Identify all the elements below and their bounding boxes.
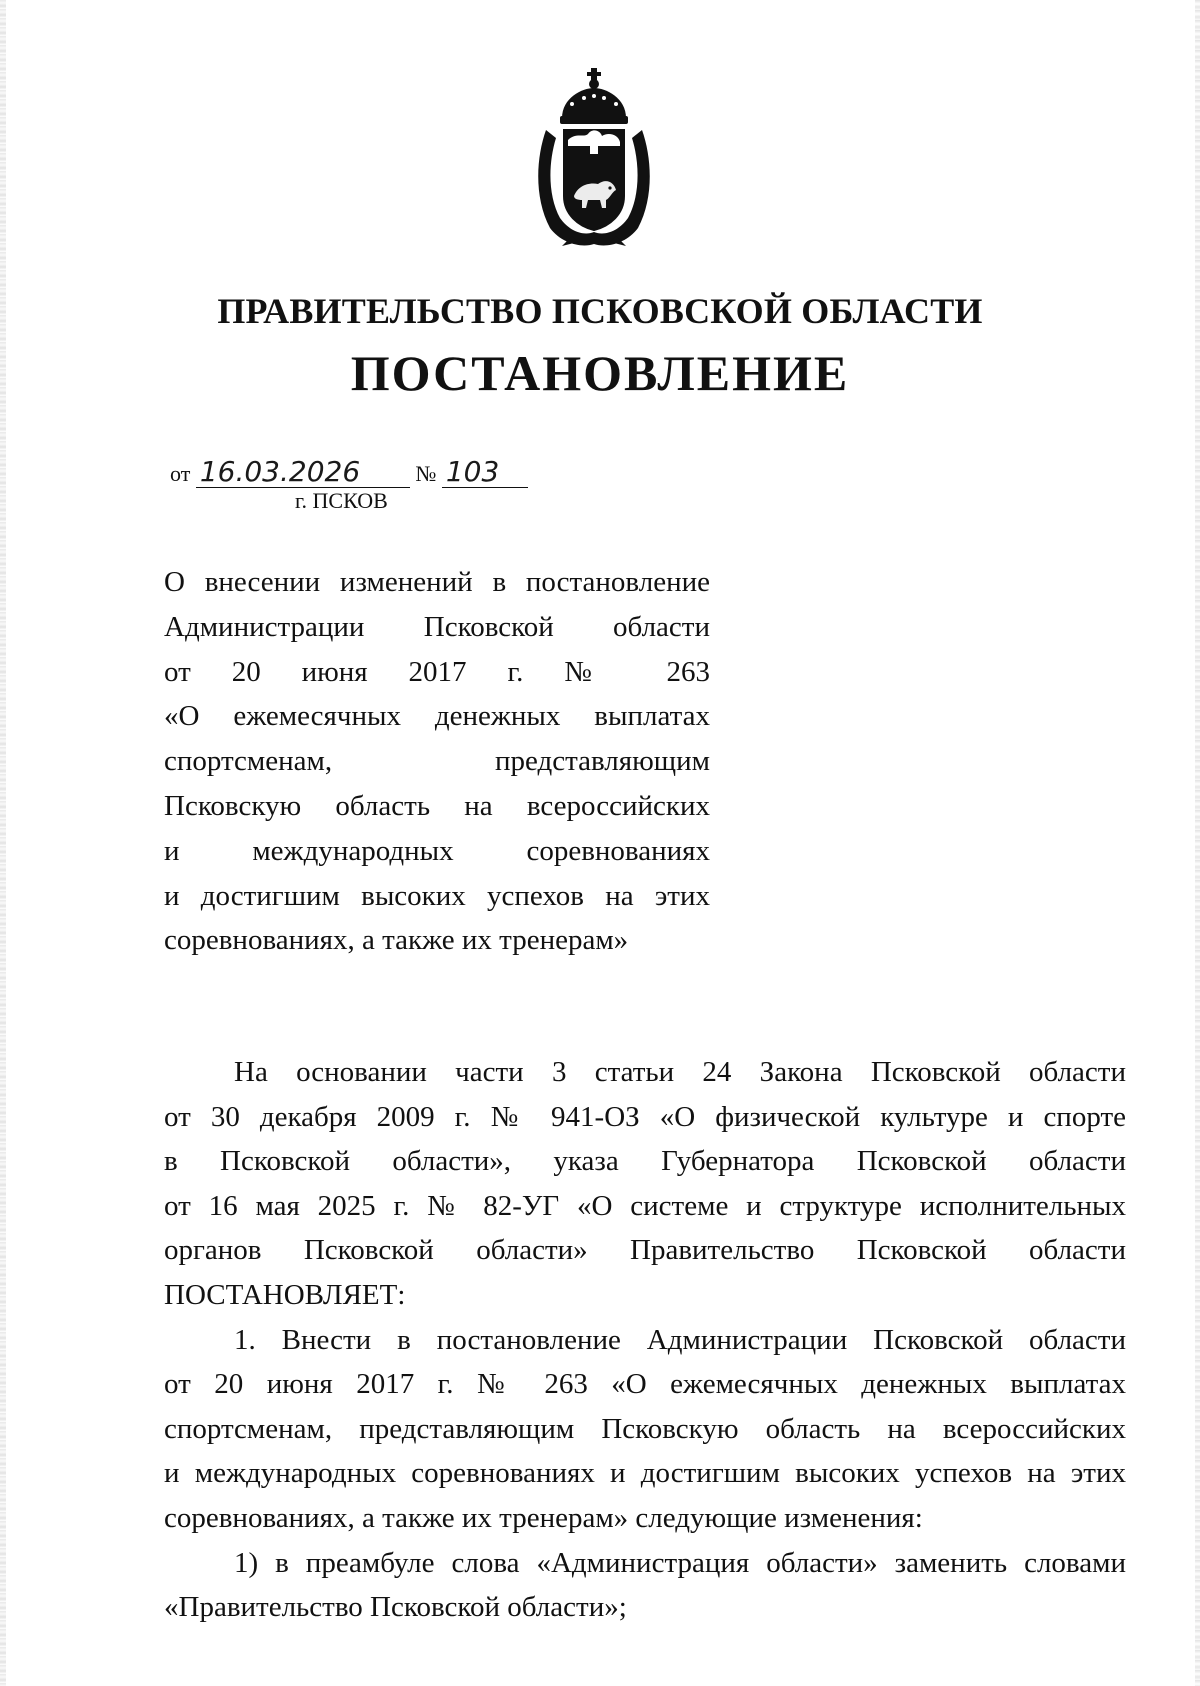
- subject-line: соревнованиях, а также их тренерам»: [164, 924, 629, 957]
- organization-title: ПРАВИТЕЛЬСТВО ПСКОВСКОЙ ОБЛАСТИ: [217, 291, 983, 331]
- document-type-title: ПОСТАНОВЛЕНИЕ: [350, 345, 850, 401]
- subject-line: и международных соревнованиях: [164, 834, 710, 867]
- subject-line: и достигшим высоких успехов на этих: [164, 879, 710, 912]
- subject-line: спортсменам, представляющим: [164, 745, 710, 778]
- body-line: На основании части 3 статьи 24 Закона Псковской области: [234, 1056, 1126, 1088]
- handwritten-number: 103: [442, 458, 528, 488]
- body-line: 1) в преамбуле слова «Администрация области» заменить словами: [234, 1546, 1126, 1579]
- date-prefix: от: [170, 461, 191, 486]
- body-line: от 20 июня 2017 г. № 263 «О ежемесячных денежных выплатах: [164, 1368, 1126, 1401]
- coat-of-arms-emblem: [532, 68, 656, 248]
- handwritten-date: 16.03.2026: [196, 458, 410, 488]
- document-body: [164, 1050, 1126, 1630]
- body-line: соревнованиях, а также их тренерам» следующие изменения:: [164, 1501, 923, 1534]
- scan-edge-left: [0, 0, 6, 1686]
- body-line: органов Псковской области» Правительство Псковской области: [164, 1234, 1126, 1267]
- subject-line: Администрации Псковской области: [164, 610, 710, 643]
- subject-line: Псковскую область на всероссийских: [164, 789, 710, 822]
- body-line: «Правительство Псковской области»;: [164, 1591, 627, 1624]
- subject-line: О внесении изменений в постановление: [164, 566, 710, 598]
- body-line: в Псковской области», указа Губернатора Псковской области: [164, 1145, 1126, 1178]
- body-line: от 30 декабря 2009 г. № 941-ОЗ «О физической культуре и спорте: [164, 1100, 1126, 1133]
- number-prefix: №: [415, 461, 437, 486]
- city-label: г. ПСКОВ: [295, 488, 388, 513]
- subject-line: «О ежемесячных денежных выплатах: [164, 700, 710, 733]
- subject-line: от 20 июня 2017 г. № 263: [164, 655, 710, 688]
- subject-block: [164, 560, 710, 963]
- date-number-row: [170, 455, 528, 488]
- scan-edge-right: [1195, 0, 1200, 1686]
- body-line: 1. Внести в постановление Администрации Псковской области: [234, 1323, 1126, 1356]
- body-line: спортсменам, представляющим Псковскую область на всероссийских: [164, 1412, 1126, 1445]
- body-line: ПОСТАНОВЛЯЕТ:: [164, 1278, 406, 1311]
- body-line: от 16 мая 2025 г. № 82-УГ «О системе и структуре исполнительных: [164, 1189, 1126, 1222]
- body-line: и международных соревнованиях и достигшим высоких успехов на этих: [164, 1457, 1126, 1490]
